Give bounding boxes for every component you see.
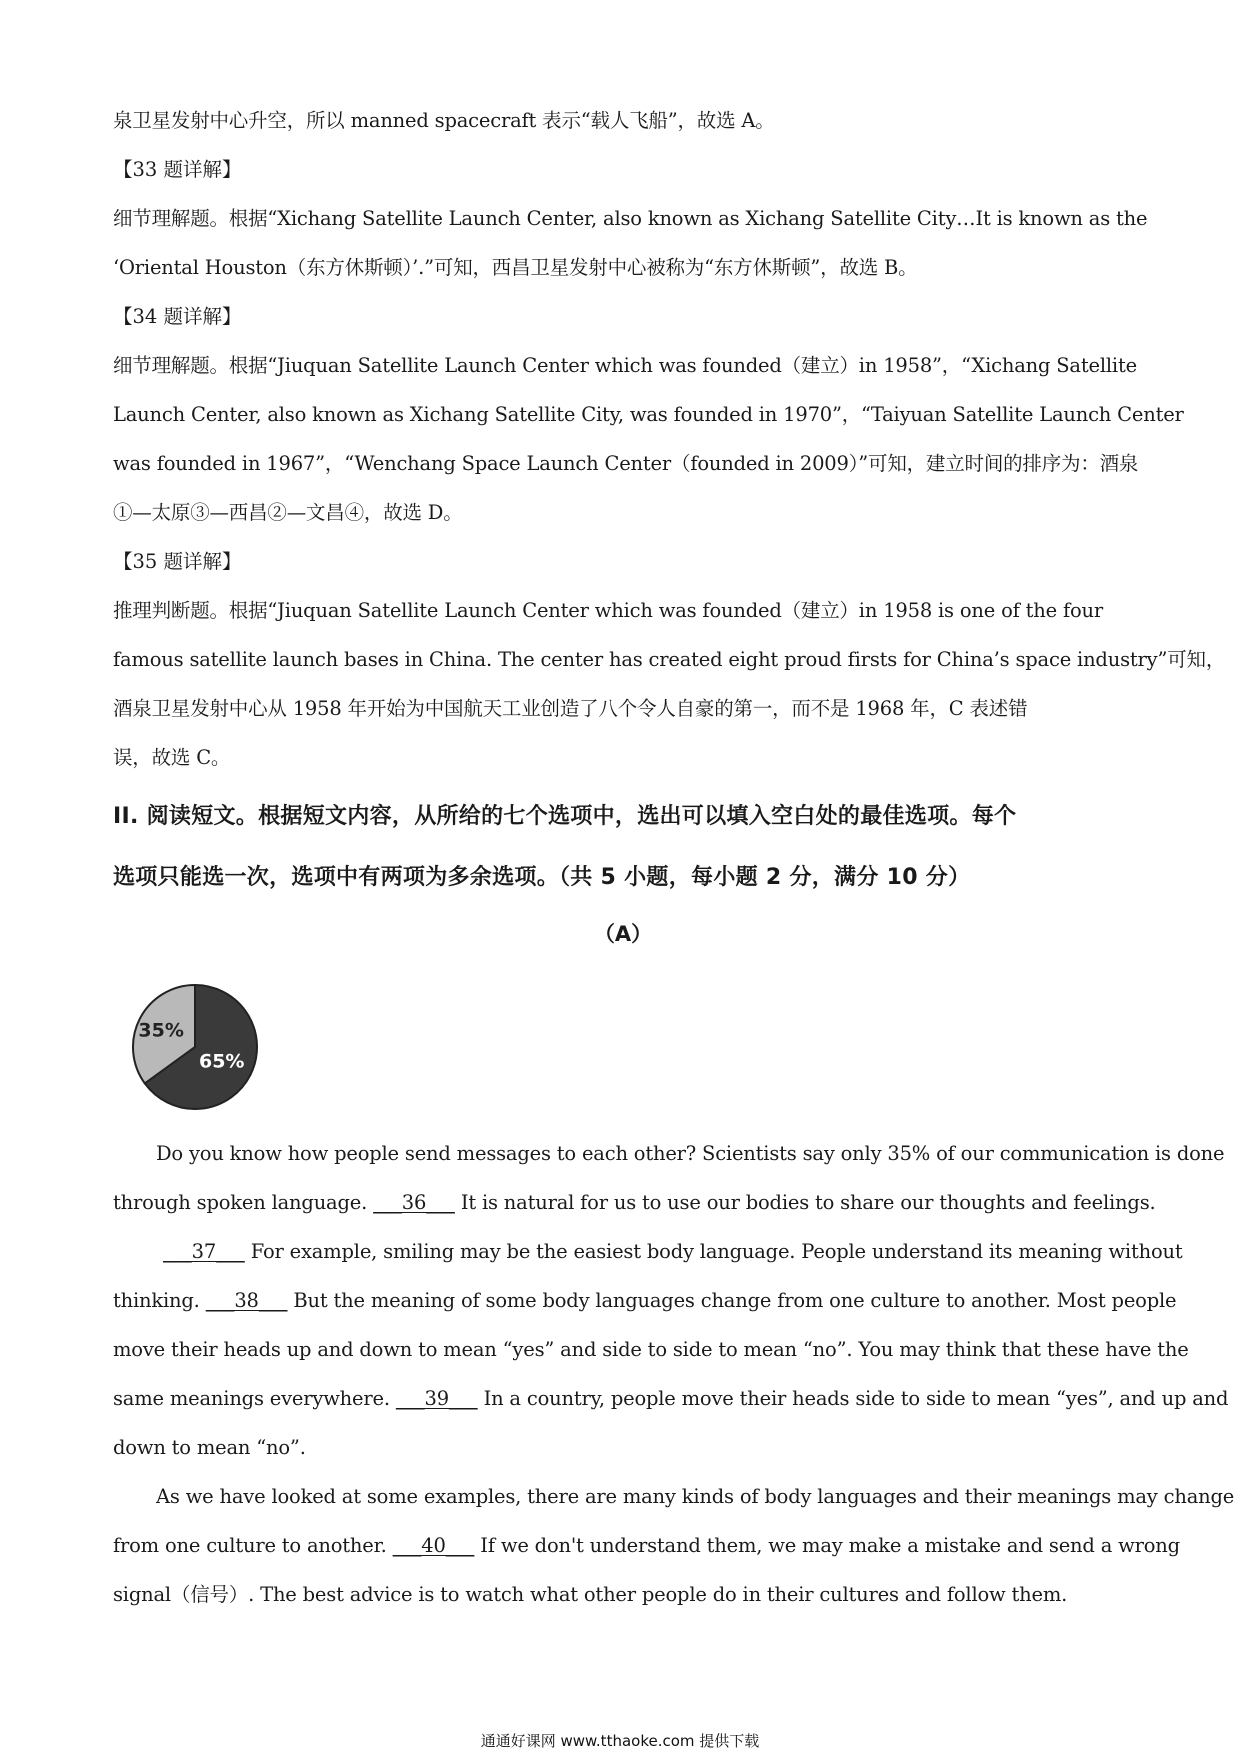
passage-text: If we don't understand them, we may make a mistake and send a wrong (474, 1534, 1180, 1557)
passage-line: Do you know how people send messages to each other? Scientists say only 35% of our communication is done (156, 1142, 1225, 1165)
passage-line (113, 1276, 1177, 1325)
q34-heading: 【34 题详解】 (113, 305, 242, 328)
passage-body (113, 1129, 1235, 1619)
passage-text: But the meaning of some body languages change from one culture to another. Most people (287, 1289, 1177, 1312)
passage-text: same meanings everywhere. (113, 1387, 396, 1410)
passage-line: move their heads up and down to mean “yes” and side to side to mean “no”. You may think that these have the (113, 1338, 1189, 1361)
q34-line: was founded in 1967”，“Wenchang Space Launch Center（founded in 2009）”可知，建立时间的排序为：酒泉 (113, 452, 1139, 475)
pie-label-0: 35% (138, 1019, 184, 1042)
q34-line: Launch Center, also known as Xichang Satellite City, was founded in 1970”，“Taiyuan Satellite Launch Center (113, 403, 1184, 426)
blank-37: ___37___ (163, 1240, 245, 1263)
blank-40: ___40___ (392, 1534, 475, 1557)
q33-heading: 【33 题详解】 (113, 158, 242, 181)
passage-line (113, 1178, 1156, 1227)
passage-line (113, 1521, 1180, 1570)
q33-line: ‘Oriental Houston（东方休斯顿）’.”可知，西昌卫星发射中心被称为“东方休斯顿”，故选 B。 (113, 256, 918, 279)
q35-heading: 【35 题详解】 (113, 550, 242, 573)
footer-watermark: 通通好课网 www.tthaoke.com 提供下载 (480, 1732, 760, 1750)
passage-label: （A） (593, 922, 653, 946)
pie-label-1: 65% (198, 1050, 245, 1073)
passage-line: signal（信号）. The best advice is to watch what other people do in their cultures and follow them. (113, 1583, 1068, 1606)
passage-text: In a country, people move their heads side to side to mean “yes”, and up and (477, 1387, 1229, 1410)
blank-38: ___38___ (205, 1289, 288, 1312)
passage-line: As we have looked at some examples, there are many kinds of body languages and their meanings may change (156, 1485, 1235, 1508)
q34-line: 细节理解题。根据“Jiuquan Satellite Launch Center which was founded（建立）in 1958”，“Xichang Satellite (113, 354, 1137, 377)
blank-39: ___39___ (395, 1387, 478, 1410)
passage-text: For example, smiling may be the easiest body language. People understand its meaning without (244, 1240, 1183, 1263)
document-page (113, 96, 1235, 1619)
passage-line (113, 1227, 1183, 1276)
passage-line (113, 1374, 1229, 1423)
q32-explanation-tail: 泉卫星发射中心升空，所以 manned spacecraft 表示“载人飞船”，故选 A。 (113, 109, 775, 132)
q35-line: 酒泉卫星发射中心从 1958 年开始为中国航天工业创造了八个令人自豪的第一，而不是 1968 年，C 表述错 (113, 697, 1028, 720)
blank-36: ___36___ (373, 1191, 455, 1214)
passage-text: through spoken language. (113, 1191, 374, 1214)
passage-text: It is natural for us to use our bodies to share our thoughts and feelings. (454, 1191, 1156, 1214)
q35-line: 误，故选 C。 (113, 746, 231, 769)
passage-text: thinking. (113, 1289, 206, 1312)
pie-chart-svg (128, 980, 263, 1115)
passage-text: from one culture to another. (113, 1534, 393, 1557)
section-title-line: II. 阅读短文。根据短文内容，从所给的七个选项中，选出可以填入空白处的最佳选项。每个 (113, 804, 1017, 829)
q33-line: 细节理解题。根据“Xichang Satellite Launch Center, also known as Xichang Satellite City…It is known as the (113, 207, 1148, 230)
q35-line: 推理判断题。根据“Jiuquan Satellite Launch Center which was founded（建立）in 1958 is one of the four (113, 599, 1104, 622)
pie-chart (128, 980, 263, 1115)
q35-line: famous satellite launch bases in China. The center has created eight proud firsts for China’s space industry”可知， (113, 648, 1226, 671)
section-title-line: 选项只能选一次，选项中有两项为多余选项。（共 5 小题，每小题 2 分，满分 10 分） (113, 865, 971, 890)
q34-line: ①—太原③—西昌②—文昌④，故选 D。 (113, 501, 463, 524)
passage-line: down to mean “no”. (113, 1436, 306, 1459)
